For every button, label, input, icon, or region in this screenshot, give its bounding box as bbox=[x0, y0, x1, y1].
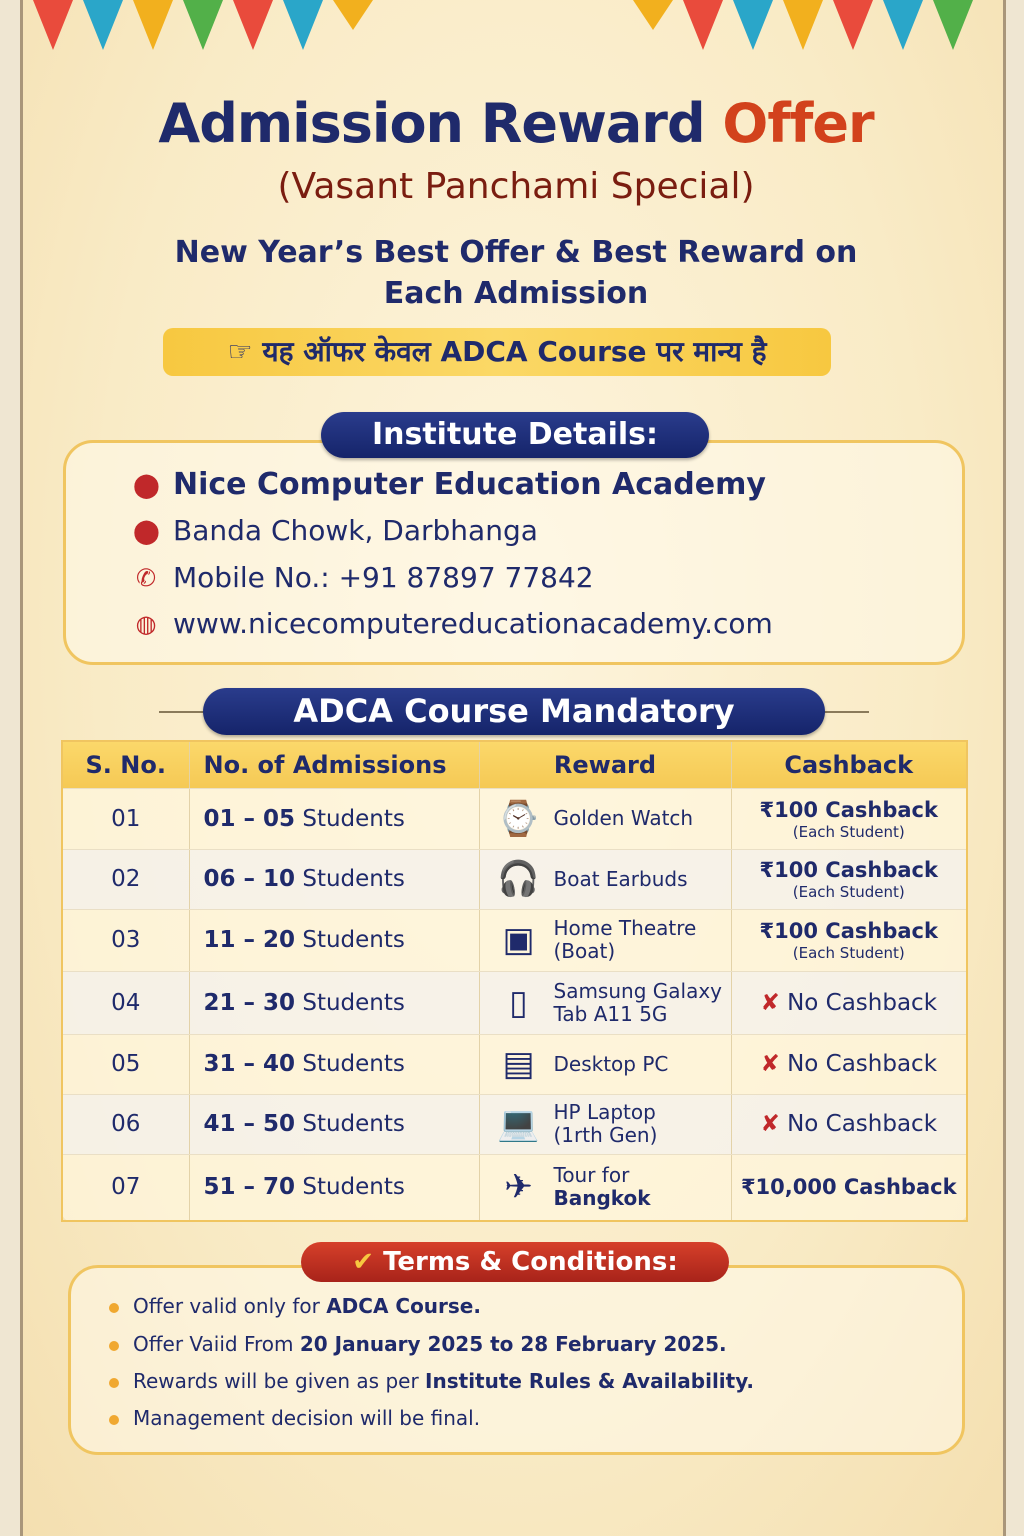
table-row bbox=[62, 909, 967, 971]
speaker-icon: ▣ bbox=[502, 920, 535, 960]
reward-cell: ▤ Desktop PC bbox=[479, 1034, 731, 1094]
table-row bbox=[62, 1094, 967, 1154]
terms-item: Management decision will be final. bbox=[109, 1406, 480, 1430]
serial-number: 04 bbox=[62, 971, 189, 1034]
table-row bbox=[62, 849, 967, 909]
reward-cell: ✈ Tour for Bangkok bbox=[479, 1154, 731, 1221]
admissions-range: 06 – 10 Students bbox=[189, 849, 479, 909]
cashback-cell: ✘ No Cashback bbox=[731, 971, 967, 1034]
cross-icon: ✘ bbox=[760, 1051, 780, 1077]
cashback-cell: ₹10,000 Cashback bbox=[731, 1154, 967, 1221]
airplane-icon: ✈ bbox=[504, 1167, 533, 1208]
laptop-icon: 💻 bbox=[497, 1104, 540, 1144]
phone-icon: ✆ bbox=[135, 563, 157, 592]
globe-icon: ◍ bbox=[135, 609, 157, 638]
institute-address: ⬤ Banda Chowk, Darbhanga bbox=[133, 514, 538, 547]
serial-number: 01 bbox=[62, 788, 189, 849]
poster bbox=[20, 0, 1006, 1536]
table-row bbox=[62, 971, 967, 1034]
cross-icon: ✘ bbox=[760, 989, 780, 1016]
institute-name: ⬤ Nice Computer Education Academy bbox=[133, 467, 766, 502]
table-header-row: S. No. No. of Admissions Reward Cashback bbox=[62, 741, 967, 788]
cashback-cell: ₹100 Cashback (Each Student) bbox=[731, 849, 967, 909]
table-row bbox=[62, 1154, 967, 1221]
terms-item: Offer valid only for ADCA Course. bbox=[109, 1294, 481, 1318]
cashback-cell: ✘ No Cashback bbox=[731, 1094, 967, 1154]
tagline: New Year’s Best Offer & Best Reward on Each Admission bbox=[174, 235, 858, 311]
pointing-hand-icon: ☞ bbox=[227, 335, 253, 368]
cashback-cell: ₹100 Cashback (Each Student) bbox=[731, 909, 967, 971]
terms-heading: ✔ Terms & Conditions: bbox=[301, 1242, 729, 1282]
institute-mobile: ✆ Mobile No.: +91 87897 77842 bbox=[133, 561, 594, 594]
institute-heading: Institute Details: bbox=[321, 412, 709, 458]
admissions-range: 41 – 50 Students bbox=[189, 1094, 479, 1154]
serial-number: 06 bbox=[62, 1094, 189, 1154]
admissions-range: 01 – 05 Students bbox=[189, 788, 479, 849]
course-banner: ☞ यह ऑफर केवल ADCA Course पर मान्य है bbox=[163, 328, 831, 376]
admissions-range: 31 – 40 Students bbox=[189, 1034, 479, 1094]
admissions-range: 21 – 30 Students bbox=[189, 971, 479, 1034]
location-pin-icon: ⬤ bbox=[133, 516, 160, 545]
reward-cell: ▯ Samsung Galaxy Tab A11 5G bbox=[479, 971, 731, 1034]
terms-item: Offer Vaiid From 20 January 2025 to 28 February 2025. bbox=[109, 1332, 727, 1356]
rewards-table bbox=[61, 740, 968, 1222]
check-icon: ✔ bbox=[352, 1247, 375, 1277]
headphones-icon: 🎧 bbox=[497, 859, 540, 899]
location-pin-icon: ⬤ bbox=[133, 470, 160, 499]
institute-website[interactable]: ◍ www.nicecomputereducationacademy.com bbox=[133, 607, 773, 640]
cashback-cell: ✘ No Cashback bbox=[731, 1034, 967, 1094]
serial-number: 03 bbox=[62, 909, 189, 971]
reward-cell: 🎧 Boat Earbuds bbox=[479, 849, 731, 909]
admissions-range: 51 – 70 Students bbox=[189, 1154, 479, 1221]
table-row bbox=[62, 1034, 967, 1094]
serial-number: 05 bbox=[62, 1034, 189, 1094]
cross-icon: ✘ bbox=[760, 1111, 780, 1137]
watch-icon: ⌚ bbox=[497, 798, 540, 839]
table-row bbox=[62, 788, 967, 849]
desktop-icon: ▤ bbox=[502, 1044, 535, 1084]
serial-number: 02 bbox=[62, 849, 189, 909]
table-heading: ADCA Course Mandatory bbox=[203, 688, 825, 735]
page-title: Admission Reward Offer bbox=[158, 92, 874, 155]
terms-item: Rewards will be given as per Institute Rules & Availability. bbox=[109, 1369, 754, 1393]
cashback-cell: ₹100 Cashback (Each Student) bbox=[731, 788, 967, 849]
reward-cell: ▣ Home Theatre (Boat) bbox=[479, 909, 731, 971]
subtitle: (Vasant Panchami Special) bbox=[277, 166, 755, 207]
reward-cell: ⌚ Golden Watch bbox=[479, 788, 731, 849]
tablet-icon: ▯ bbox=[509, 982, 528, 1023]
admissions-range: 11 – 20 Students bbox=[189, 909, 479, 971]
reward-cell: 💻 HP Laptop (1rth Gen) bbox=[479, 1094, 731, 1154]
serial-number: 07 bbox=[62, 1154, 189, 1221]
